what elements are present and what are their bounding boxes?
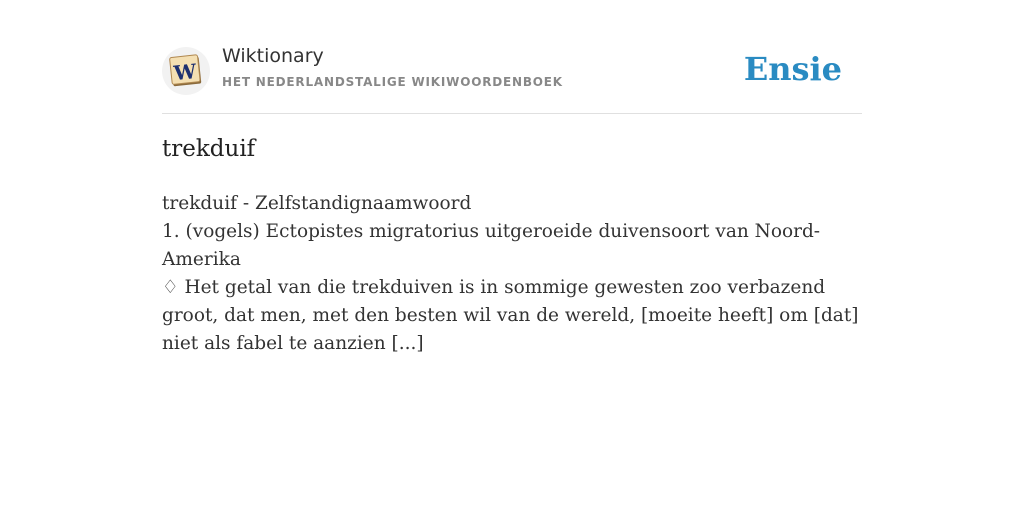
entry-example: ♢ Het getal van die trekduiven is in sommige gewesten zoo verbazend groot, dat men, met den besten wil van de wereld, [moeite heeft] om [dat] niet als fabel te aanzien [...] [162, 277, 859, 354]
site-header [162, 40, 862, 114]
site-subtitle: HET NEDERLANDSTALIGE WIKIWOORDENBOEK [222, 75, 563, 89]
page-title: trekduif [162, 136, 256, 162]
wiktionary-logo[interactable] [162, 47, 210, 95]
entry-body [162, 190, 862, 358]
entry-heading-line: trekduif - Zelfstandignaamwoord [162, 193, 472, 214]
site-name[interactable]: Wiktionary [222, 45, 324, 67]
wiktionary-tile-icon [168, 53, 204, 89]
entry-definition: 1. (vogels) Ectopistes migratorius uitgeroeide duivensoort van Noord-Amerika [162, 221, 821, 270]
ensie-brand-link[interactable]: Ensie [743, 50, 842, 88]
logo-letter: W [172, 58, 198, 86]
